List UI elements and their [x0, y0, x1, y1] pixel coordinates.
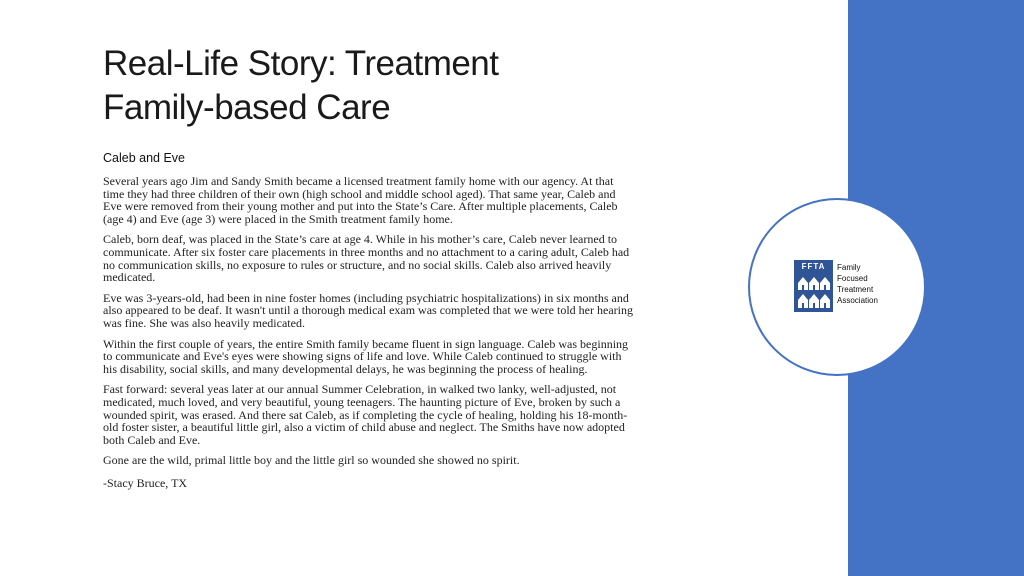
ffta-logo	[794, 260, 904, 312]
story-subtitle: Caleb and Eve	[103, 151, 186, 165]
logo-mark	[794, 260, 833, 312]
title-line-1: Real-Life Story: Treatment	[103, 44, 499, 83]
logo-word-4: Association	[837, 296, 878, 305]
story-paragraph-3: Eve was 3-years-old, had been in nine foster homes (including psychiatric hospitalizations) in six months and also appeared to be deaf. It wasn't until a thorough medical exam was completed that we were told her hearing was fine. She was also heavily medicated.	[103, 290, 633, 330]
story-paragraph-5: Fast forward: several yeas later at our annual Summer Celebration, in walked two lanky, well-adjusted, not medicated, much loved, and very beautiful, young teenagers. The haunting picture of Eve, broken by such a wounded spirit, was erased. And there sat Caleb, as if completing the cycle of healing, holding his 18-month-old foster sister, a beautiful little girl, also a victim of child abuse and neglect. The Smiths have now adopted both Caleb and Eve.	[103, 382, 628, 447]
logo-wordmark	[837, 262, 903, 306]
story-paragraph-1: Several years ago Jim and Sandy Smith became a licensed treatment family home with our agency. At that time they had three children of their own (high school and middle school aged). That same year, Caleb and Eve were removed from their young mother and put into the State’s Care. After multiple placements, Caleb (age 4) and Eve (age 3) were placed in the Smith treatment family home.	[103, 174, 618, 226]
logo-word-2: Focused	[837, 274, 868, 283]
logo-acronym: FFTA	[801, 262, 826, 271]
title-line-2: Family-based Care	[103, 88, 391, 127]
logo-word-3: Treatment	[837, 285, 874, 294]
story-body	[103, 175, 635, 497]
story-paragraph-2: Caleb, born deaf, was placed in the State’s care at age 4. While in his mother’s care, Caleb never learned to communicate. After six foster care placements in three months and no attachment to a caring adult, Caleb had no communication skills, no exposure to rules or structure, and no social skills. Caleb also arrived heavily medicated.	[103, 232, 630, 285]
houses-icon	[797, 274, 830, 310]
story-signature: -Stacy Bruce, TX	[103, 475, 188, 490]
slide-title	[103, 42, 743, 130]
story-paragraph-6: Gone are the wild, primal little boy and the little girl so wounded she showed no spirit.	[103, 453, 520, 468]
story-paragraph-4: Within the first couple of years, the entire Smith family became fluent in sign language. Caleb was beginning to communicate and Eve's eyes were showing signs of life and love. While Caleb continued to struggle with his disability, social skills, and many developmental delays, he was beginning the process of healing.	[103, 336, 629, 376]
logo-word-1: Family	[837, 263, 861, 272]
